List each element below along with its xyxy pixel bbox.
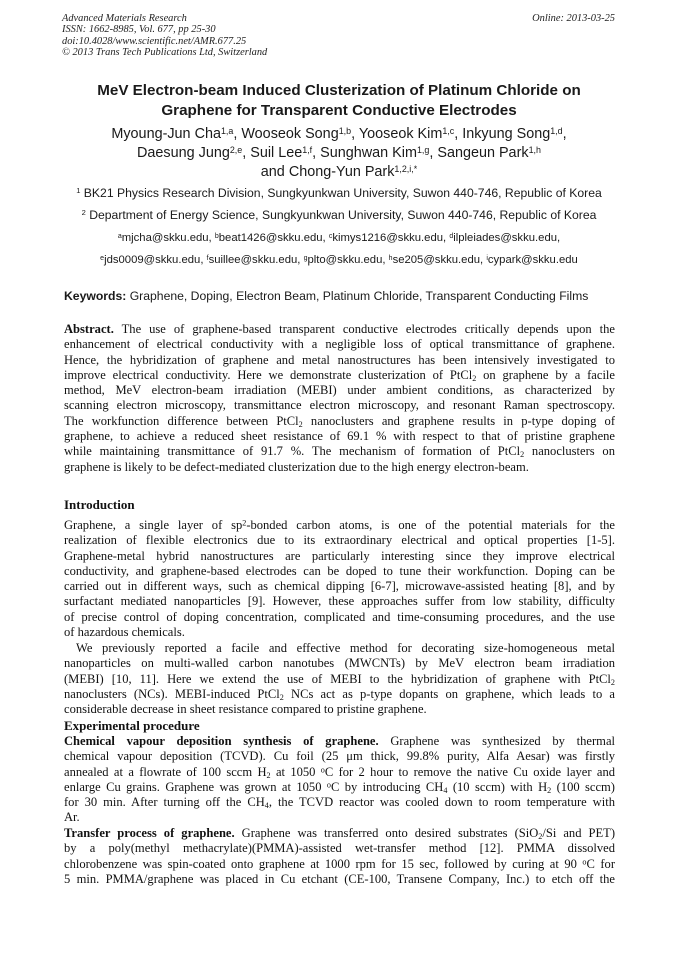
subscript: 4 bbox=[264, 801, 269, 811]
intro-line: considerable decrease in sheet resistance compared to pristine graphene. bbox=[64, 702, 427, 717]
intro-line: surfactant mediated nanoparticles [9]. However, these approaches suffer from low stability, difficulty bbox=[64, 594, 615, 609]
abstract-line bbox=[64, 414, 615, 429]
title-line-1: MeV Electron-beam Induced Clusterization of Platinum Chloride on bbox=[97, 82, 581, 99]
text-run: at 1050 bbox=[270, 764, 321, 779]
email-sup: f bbox=[206, 254, 209, 262]
text-run: Graphene was transferred onto desired substrates (SiO bbox=[234, 826, 539, 840]
author-list bbox=[40, 125, 638, 182]
subscript: 4 bbox=[443, 785, 448, 795]
introduction-paragraph-2 bbox=[64, 641, 615, 717]
intro-line bbox=[64, 687, 615, 702]
intro-line: of hazardous chemicals. bbox=[64, 625, 185, 640]
author-sup: 1,a bbox=[220, 125, 234, 136]
degree-symbol: o bbox=[326, 780, 331, 790]
email-link[interactable]: suillee@skku.edu, bbox=[208, 254, 304, 266]
intro-line: conductivity, and graphene-based electrodes can be doped to tune their workfunction. Doping can be bbox=[64, 563, 615, 578]
text-run: (MEBI) [10, 11]. Here we extend the use of MEBI to the hybridization of graphene with PtCl bbox=[64, 671, 611, 686]
journal-header bbox=[62, 13, 267, 59]
text-run: nanoclusters (NCs). MEBI-induced PtCl bbox=[64, 686, 280, 701]
text-run: C for 2 hour to remove the native Cu oxide layer and bbox=[324, 764, 615, 779]
text-run: for 30 min. After turning off the CH bbox=[64, 795, 265, 810]
text-run: nanoclusters and graphene results in p-type doping of bbox=[302, 413, 615, 428]
text-run: -bonded carbon atoms, is one of the potential materials for the bbox=[246, 518, 615, 532]
transfer-line: 5 min. PMMA/graphene was placed in Cu etchant (CE-100, Transene Company, Inc.) to etch off the bbox=[64, 871, 615, 886]
subscript: 2 bbox=[547, 785, 552, 795]
journal-name: Advanced Materials Research bbox=[62, 13, 187, 24]
email-sup: g bbox=[303, 254, 308, 262]
text-run: The workfunction difference between PtCl bbox=[64, 413, 299, 428]
text-run: C for bbox=[586, 856, 615, 871]
introduction-heading: Introduction bbox=[64, 497, 135, 512]
email-link[interactable]: ilpleiades@skku.edu, bbox=[453, 232, 561, 244]
transfer-line: by a poly(methyl methacrylate)(PMMA)-assisted wet-transfer method [12]. PMMA dissolved bbox=[64, 841, 615, 856]
cvd-line bbox=[64, 780, 615, 795]
experimental-heading: Experimental procedure bbox=[64, 718, 200, 733]
email-link[interactable]: cypark@skku.edu bbox=[487, 254, 578, 266]
affiliation-text: Department of Energy Science, Sungkyunkwan University, Suwon 440-746, Republic of Korea bbox=[89, 208, 597, 222]
authors-line-1: Myoung-Jun Cha$^{1,a}$, Wooseok Song$^{1,b}$, Yooseok Kim$^{1,c}$, Inkyung Song$^{1,d}$, bbox=[111, 125, 567, 142]
email-sup: i bbox=[486, 254, 488, 262]
keywords bbox=[64, 289, 588, 303]
subscript: 2 bbox=[538, 832, 543, 842]
emails-line-2 bbox=[30, 253, 648, 268]
subscript: 2 bbox=[279, 692, 284, 702]
affiliation-sup: 2 bbox=[81, 208, 86, 218]
cvd-line bbox=[64, 734, 615, 749]
email-link[interactable]: beat1426@skku.edu, bbox=[218, 232, 329, 244]
title-line-2: Graphene for Transparent Conductive Electrodes bbox=[161, 102, 517, 119]
doi: doi:10.4028/www.scientific.net/AMR.677.25 bbox=[62, 35, 247, 47]
text-run: NCs act as p-type dopants on graphene, which leads to a bbox=[283, 686, 615, 701]
cvd-line: chemical vapour deposition (TCVD). Cu foil (25 μm thick, 99.8% purity, Alfa Aesar) was firstly bbox=[64, 749, 615, 764]
author-sup: 1,g bbox=[416, 144, 430, 155]
abstract-line bbox=[64, 322, 615, 337]
emails-line-1 bbox=[30, 231, 648, 246]
abstract-line: scanning electron microscopy, transmittance electron microscopy, and resonant Raman spectroscopy. bbox=[64, 398, 615, 413]
author-name: Sangeun Park bbox=[437, 145, 529, 161]
transfer-label: Transfer process of graphene. bbox=[64, 826, 235, 840]
abstract-line bbox=[64, 368, 615, 383]
email-link[interactable]: plto@skku.edu, bbox=[307, 254, 389, 266]
superscript: 2 bbox=[242, 518, 247, 528]
intro-line: We previously reported a facile and effective method for decorating size-homogeneous metal bbox=[76, 641, 615, 655]
intro-line: carried out in different ways, such as chemical dipping [6-7], microwave-assisted heating [8], and by bbox=[64, 579, 615, 594]
text-run: improve electrical conductivity. Here we demonstrate clusterization of PtCl bbox=[64, 367, 473, 382]
affiliation-1 bbox=[30, 186, 648, 201]
keywords-label: Keywords: bbox=[64, 289, 127, 303]
abstract-line: Hence, the hybridization of graphene and metal nanostructures has been intensively investigated to bbox=[64, 352, 615, 367]
email-link[interactable]: mjcha@skku.edu, bbox=[121, 232, 215, 244]
text-run: annealed at a flowrate of 100 sccm H bbox=[64, 764, 267, 779]
keywords-text: Graphene, Doping, Electron Beam, Platinum Chloride, Transparent Conducting Films bbox=[129, 289, 589, 303]
email-sup: b bbox=[214, 232, 219, 240]
email-sup: e bbox=[100, 254, 105, 262]
affiliation-text: BK21 Physics Research Division, Sungkyunkwan University, Suwon 440-746, Republic of Korea bbox=[83, 186, 602, 200]
author-name: Myoung-Jun Cha bbox=[111, 126, 221, 142]
degree-symbol: o bbox=[582, 856, 587, 866]
text-run: on graphene by a facile bbox=[476, 367, 615, 382]
email-link[interactable]: kimys1216@skku.edu, bbox=[332, 232, 450, 244]
abstract-line: graphene, to achieve a reduced sheet resistance of 69.1 % with respect to that of pristine graphene bbox=[64, 429, 615, 444]
transfer-line bbox=[64, 826, 615, 841]
author-name: Yooseok Kim bbox=[358, 126, 443, 142]
author-name: Daesung Jung bbox=[137, 145, 230, 161]
author-sup: 1,2,i,* bbox=[394, 163, 418, 174]
author-name: Suil Lee bbox=[250, 145, 303, 161]
text-run: , the TCVD reactor was cooled down to room temperature with bbox=[268, 795, 615, 810]
text-run: (10 sccm) with H bbox=[447, 779, 548, 794]
degree-symbol: o bbox=[320, 764, 325, 774]
abstract-line: method, MeV electron-beam irradiation (MEBI) under ambient conditions, as characterized by bbox=[64, 383, 615, 398]
email-link[interactable]: jds0009@skku.edu, bbox=[104, 254, 207, 266]
author-name: Chong-Yun Park bbox=[288, 164, 395, 180]
subscript: 2 bbox=[610, 677, 615, 687]
intro-line: Graphene-metal hybrid nanostructures are particularly interesting since they improve electrical bbox=[64, 548, 615, 563]
subscript: 2 bbox=[520, 450, 525, 460]
intro-line: realization of flexible electronics due to its extraordinary electrical and optical properties [1-5]. bbox=[64, 533, 615, 548]
authors-line-2: Daesung Jung$^{2,e}$, Suil Lee$^{1,f}$, Sunghwan Kim$^{1,g}$, Sangeun Park$^{1,h}$ bbox=[137, 144, 541, 161]
text-run: C by introducing CH bbox=[330, 779, 444, 794]
author-sup: 1,d bbox=[550, 125, 563, 136]
cvd-paragraph bbox=[64, 734, 615, 826]
cvd-line: Ar. bbox=[64, 810, 80, 825]
author-sup: 1,h bbox=[528, 144, 541, 155]
email-link[interactable]: se205@skku.edu, bbox=[392, 254, 487, 266]
text-run: while maintaining transmittance of 91.7 %. The mechanism of formation of PtCl bbox=[64, 444, 521, 459]
intro-line: of precise control of doping concentration, complicated and time-consuming procedures, and the use bbox=[64, 609, 615, 624]
transfer-paragraph bbox=[64, 826, 615, 887]
email-sup: h bbox=[388, 254, 393, 262]
authors-line-3: and Chong-Yun Park$^{1,2,i,*}$ bbox=[260, 163, 418, 180]
author-sup: 1,c bbox=[442, 125, 455, 136]
intro-line bbox=[64, 518, 615, 533]
text-run: (100 sccm) bbox=[551, 779, 615, 794]
abstract-line bbox=[64, 444, 615, 459]
cvd-line bbox=[64, 795, 615, 810]
author-sup: 2,e bbox=[229, 144, 243, 155]
transfer-line bbox=[64, 857, 615, 872]
text-run: Graphene, a single layer of sp bbox=[64, 518, 243, 532]
cvd-label: Chemical vapour deposition synthesis of graphene. bbox=[64, 734, 379, 748]
subscript: 2 bbox=[472, 373, 477, 383]
abstract-label: Abstract. bbox=[64, 322, 114, 336]
subscript: 2 bbox=[266, 770, 271, 780]
email-sup: a bbox=[117, 232, 122, 240]
abstract-line: enhancement of electrical conductivity with a negligible loss of optical transmittance of graphene. bbox=[64, 337, 615, 352]
intro-line: nanoparticles on multi-walled carbon nanotubes (MWCNTs) by MeV electron beam irradiation bbox=[64, 656, 615, 671]
issn: ISSN: 1662-8985, Vol. 677, pp 25-30 bbox=[62, 24, 216, 36]
online-date: Online: 2013-03-25 bbox=[532, 13, 615, 24]
text-run: /Si and PET) bbox=[542, 826, 615, 840]
introduction-paragraph-1 bbox=[64, 518, 615, 640]
author-name: Inkyung Song bbox=[462, 126, 551, 142]
affiliation-2 bbox=[30, 208, 648, 223]
copyright: © 2013 Trans Tech Publications Ltd, Switzerland bbox=[62, 47, 268, 59]
author-sup: 1,f bbox=[302, 144, 313, 155]
affiliation-sup: 1 bbox=[76, 186, 81, 196]
email-sup: c bbox=[328, 232, 333, 240]
author-name: Sunghwan Kim bbox=[320, 145, 417, 161]
intro-line bbox=[64, 672, 615, 687]
author-sup: 1,b bbox=[338, 125, 352, 136]
text-run: The use of graphene-based transparent conductive electrodes critically depends upon the bbox=[121, 322, 615, 336]
text-run: Graphene was synthesized by thermal bbox=[378, 734, 615, 748]
abstract-line: graphene is likely to be defect-mediated clusterization due to the high energy electron-beam. bbox=[64, 459, 529, 474]
text-run: enlarge Cu grains. Graphene was grown at 1050 bbox=[64, 779, 327, 794]
paper-title bbox=[40, 81, 638, 121]
text-run: nanoclusters on bbox=[524, 444, 615, 459]
text-run: chlorobenzene was spin-coated onto graphene at 1000 rpm for 15 sec, followed by curing at 90 bbox=[64, 856, 583, 871]
author-name: Wooseok Song bbox=[241, 126, 339, 142]
abstract bbox=[64, 322, 615, 475]
subscript: 2 bbox=[298, 419, 303, 429]
cvd-line bbox=[64, 765, 615, 780]
email-sup: d bbox=[449, 232, 454, 240]
